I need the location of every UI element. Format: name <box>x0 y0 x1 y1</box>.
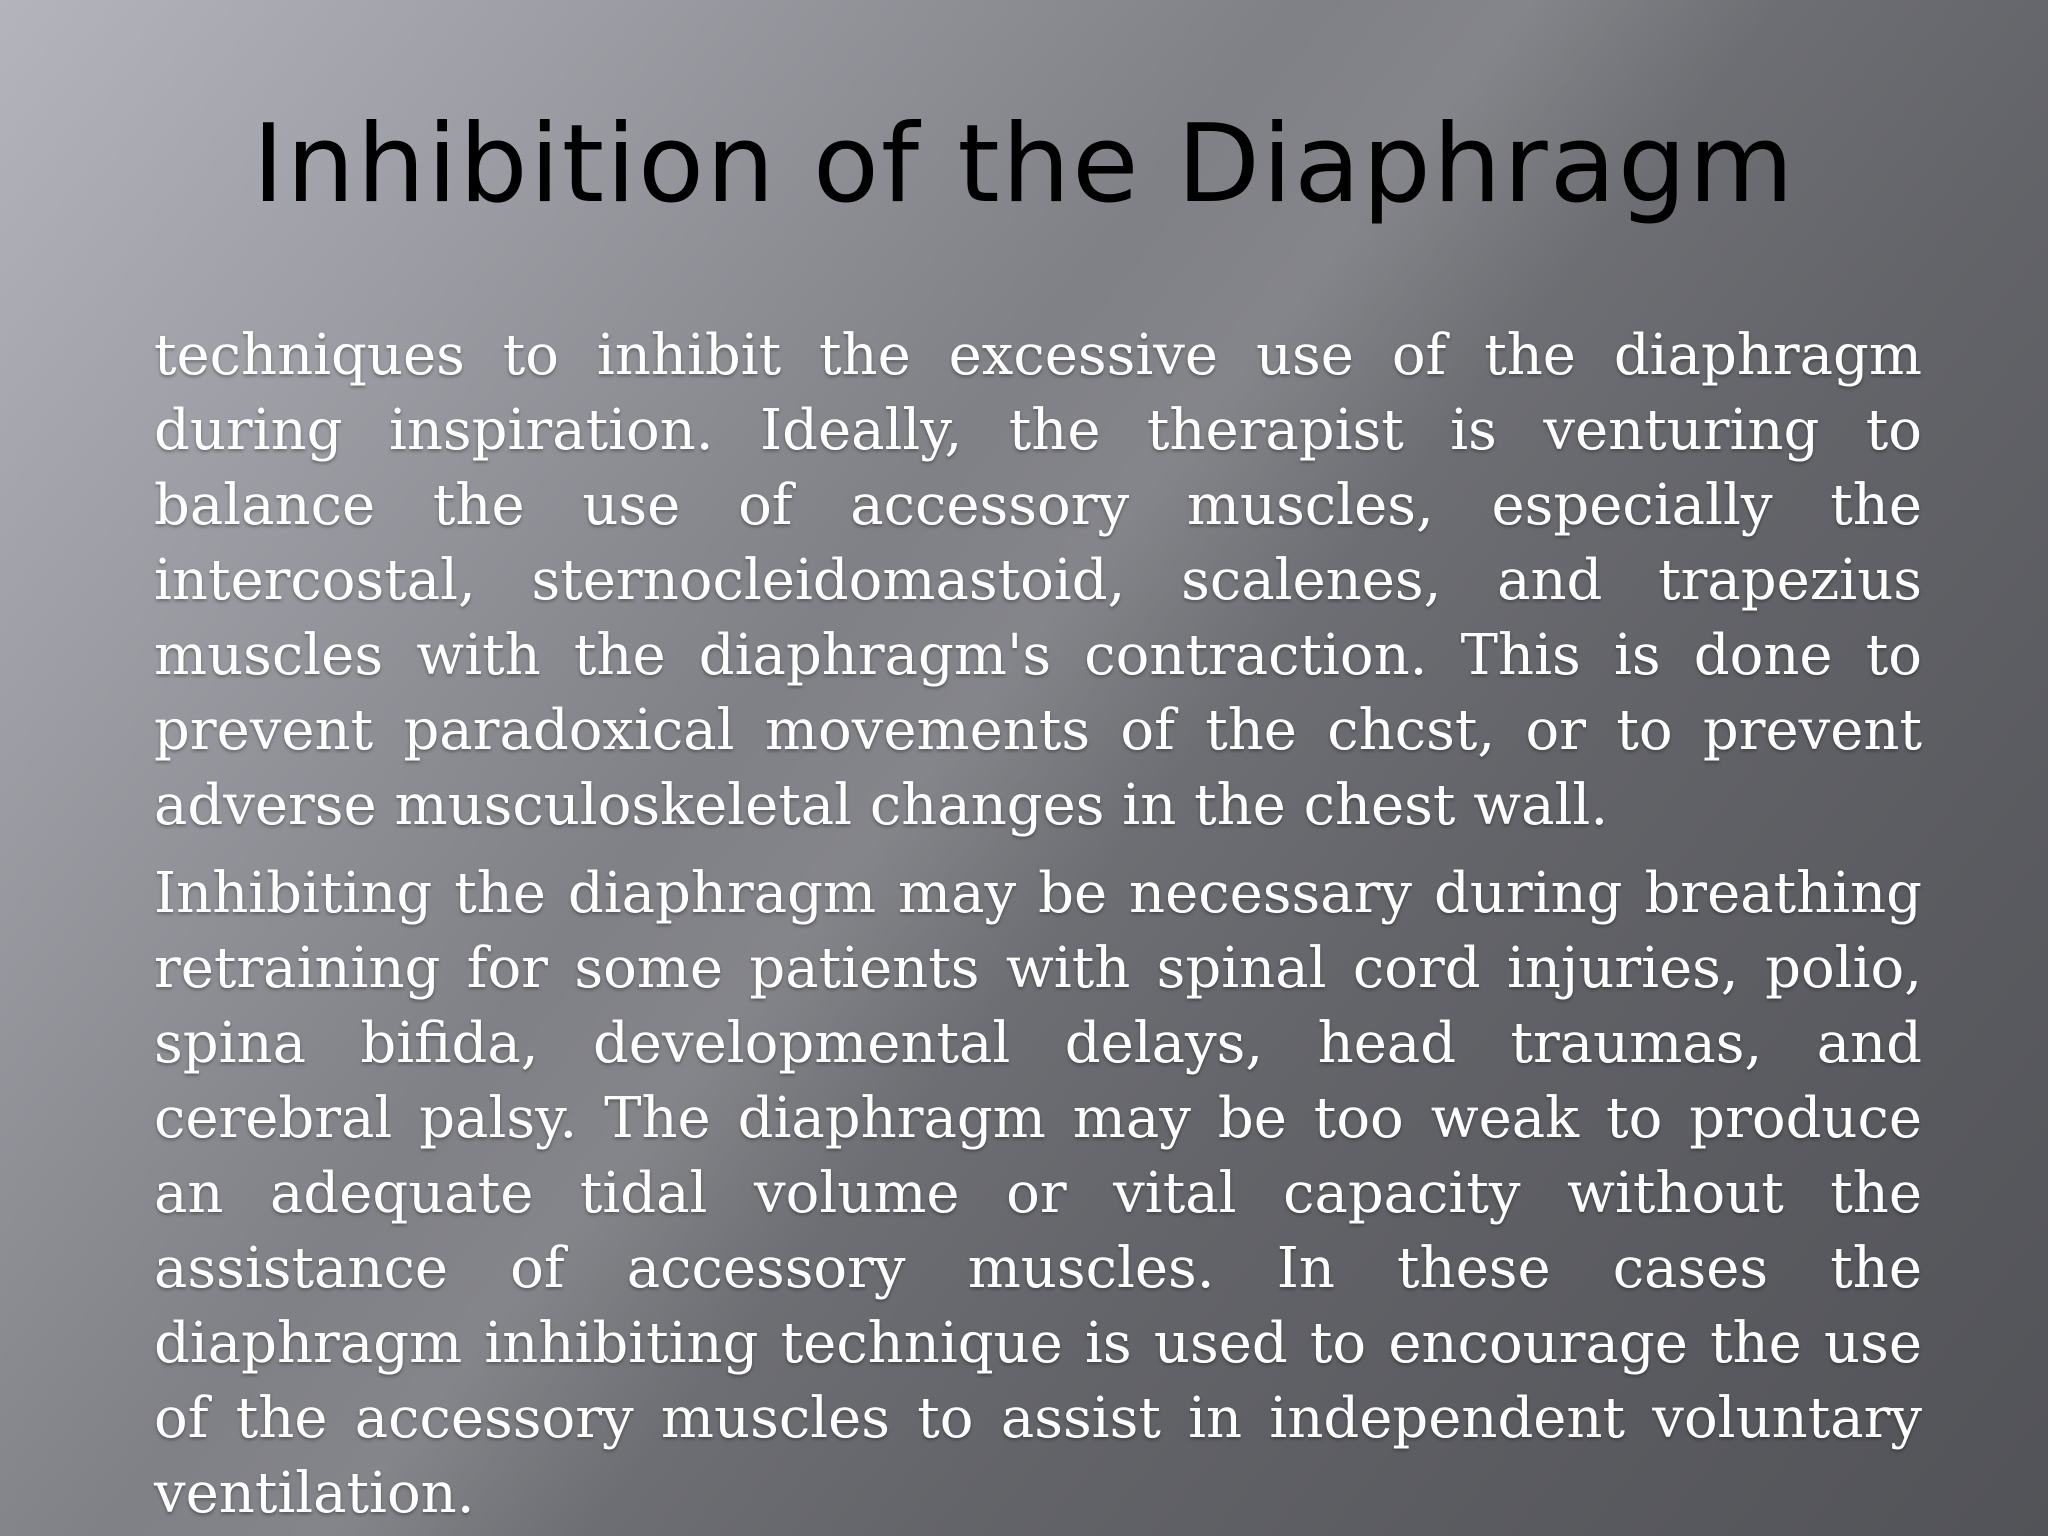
body-paragraph-1: techniques to inhibit the excessive use of the diaphragm during inspiration. Ideally, the therapist is venturing to balance the use of accessory muscles, especially the intercostal, sternocleidomastoid, scalenes, and trapezius muscles with the diaphragm's contraction. This is done to prevent paradoxical movements of the chcst, or to prevent adverse musculoskeletal changes in the chest wall. <box>154 323 1922 838</box>
slide-body <box>154 318 1922 1531</box>
body-paragraph-2: Inhibiting the diaphragm may be necessary during breathing retraining for some patients with spinal cord injuries, polio, spina bifida, developmental delays, head traumas, and cerebral palsy. The diaphragm may be too weak to produce an adequate tidal volume or vital capacity without the assistance of accessory muscles. In these cases the diaphragm inhibiting technique is used to encourage the use of the accessory muscles to assist in independent voluntary ventilation. <box>154 861 1922 1526</box>
slide-title: Inhibition of the Diaphragm <box>252 102 1796 227</box>
